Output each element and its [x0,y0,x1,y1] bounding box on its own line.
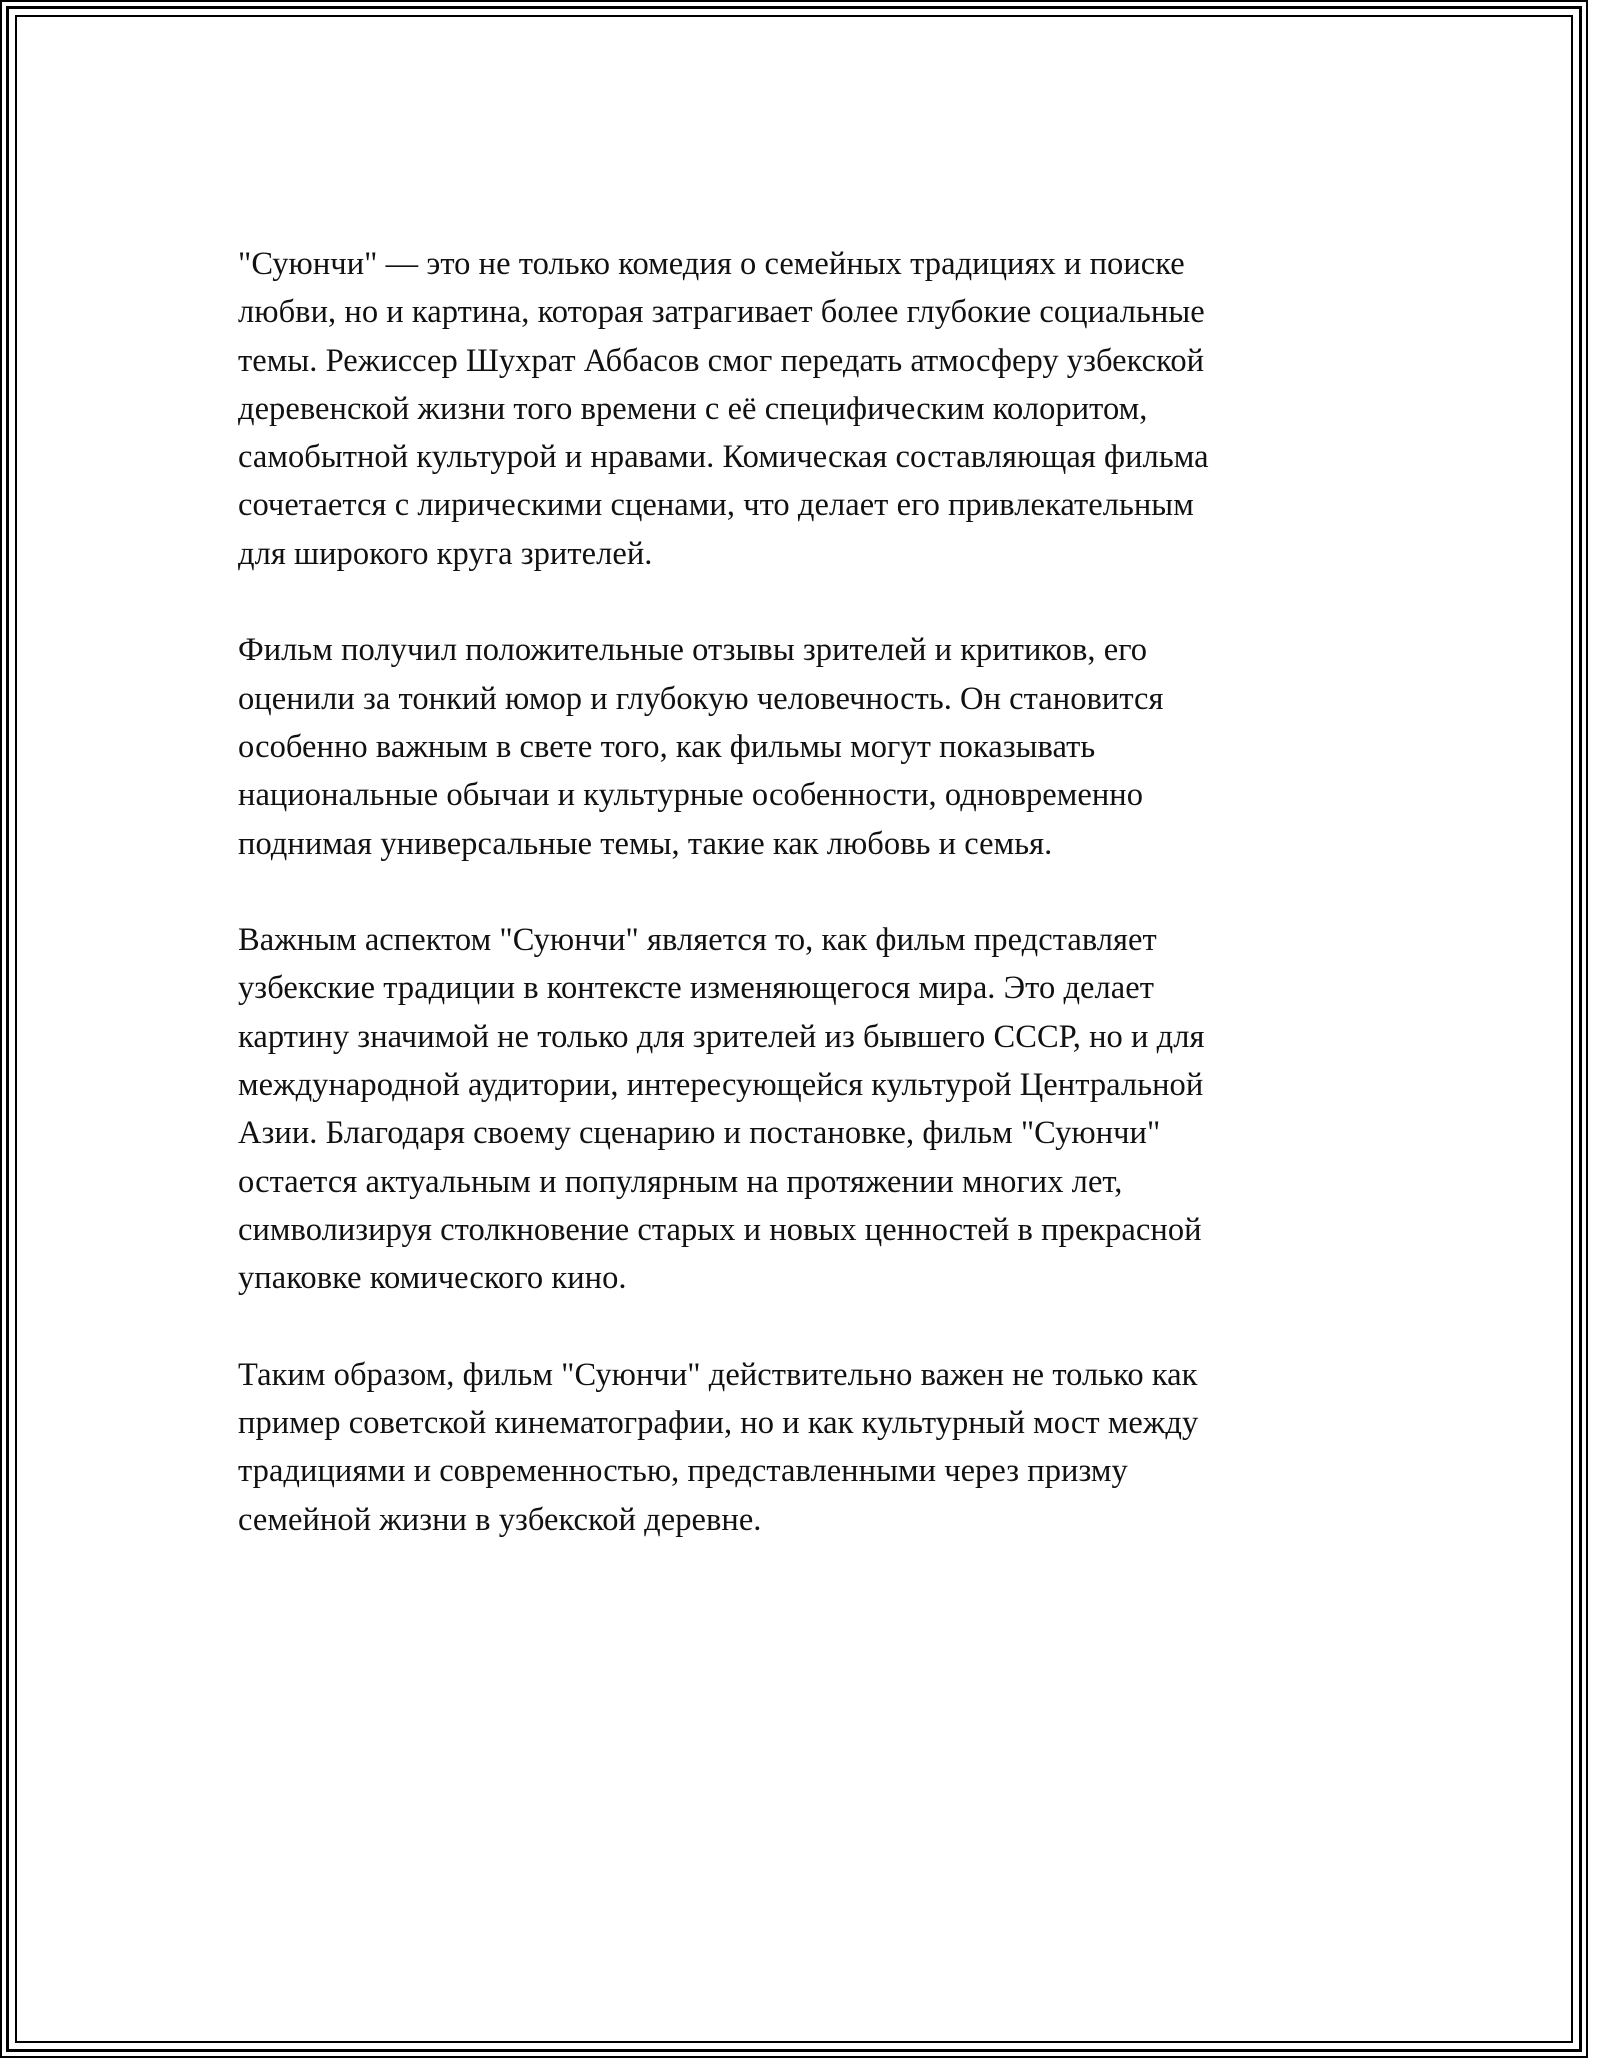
text-line: Важным аспектом "Суюнчи" является то, как фильм представляет [238,922,1157,959]
text-line: остается актуальным и популярным на протяжении многих лет, [238,1163,1123,1200]
text-line: картину значимой не только для зрителей из бывшего СССР, но и для [238,1018,1205,1055]
paragraph-4 [238,1351,1368,1544]
document-body [238,240,1368,1592]
text-line: "Суюнчи" — это не только комедия о семейных традициях и поиске [238,246,1185,282]
text-line: узбекские традиции в контексте изменяющегося мира. Это делает [238,970,1154,1007]
text-line: Фильм получил положительные отзывы зрителей и критиков, его [238,632,1148,669]
text-line: пример советской кинематографии, но и как культурный мост между [238,1405,1199,1442]
paragraph-2 [238,626,1368,867]
text-line: любви, но и картина, которая затрагивает более глубокие социальные [238,294,1205,331]
page-border [6,6,1582,2052]
text-line: темы. Режиссер Шухрат Аббасов смог передать атмосферу узбекской [238,342,1205,379]
paragraph-1 [238,240,1368,578]
text-line: деревенской жизни того времени с её специфическим колоритом, [238,390,1148,427]
text-line: традициями и современностью, представленными через призму [238,1453,1128,1490]
text-line: упаковке комического кино. [238,1260,627,1297]
text-line: для широкого круга зрителей. [238,535,653,572]
text-line: самобытной культурой и нравами. Комическая составляющая фильма [238,439,1209,476]
text-line: оценили за тонкий юмор и глубокую человечность. Он становится [238,680,1164,717]
text-line: особенно важным в свете того, как фильмы могут показывать [238,728,1096,765]
text-line: национальные обычаи и культурные особенности, одновременно [238,777,1144,814]
text-line: Азии. Благодаря своему сценарию и постановке, фильм "Суюнчи" [238,1115,1161,1152]
text-line: символизируя столкновение старых и новых ценностей в прекрасной [238,1211,1202,1248]
paragraph-3 [238,916,1368,1302]
text-line: семейной жизни в узбекской деревне. [238,1501,762,1538]
text-line: международной аудитории, интересующейся культурой Центральной [238,1067,1204,1104]
text-line: Таким образом, фильм "Суюнчи" действительно важен не только как [238,1356,1198,1393]
text-line: поднимая универсальные темы, такие как любовь и семья. [238,825,1053,862]
text-line: сочетается с лирическими сценами, что делает его привлекательным [238,487,1194,524]
